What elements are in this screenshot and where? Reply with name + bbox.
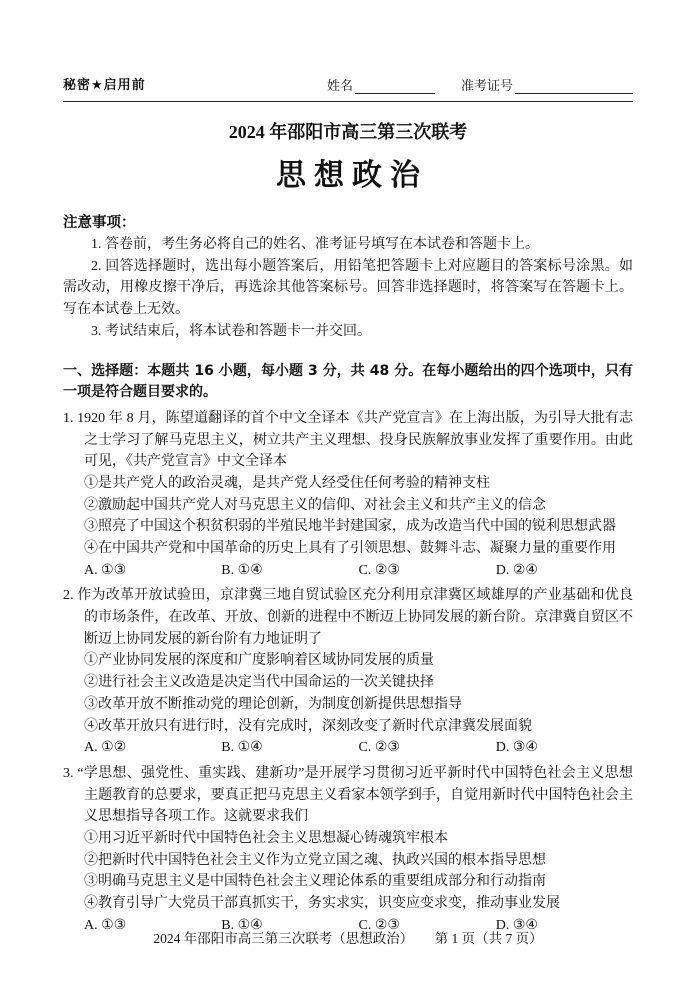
choice-b: B. ①④ [221, 917, 263, 933]
candidate-fill-group [327, 78, 633, 94]
statement-3: ③改革开放不断推动党的理论创新，为制度创新提供思想指导 [84, 696, 462, 712]
choices-row [63, 737, 633, 759]
statement-4: ④改革开放只有进行时，没有完成时，深刻改变了新时代京津冀发展面貌 [84, 718, 532, 734]
question-text: “学思想、强党性、重实践、建新功”是开展学习贯彻习近平新时代中国特色社会主义思想主题教育的总要求，要真正把马克思主义看家本领学到手，自觉用新时代中国特色社会主义思想指导各项工作。这就要求我们 [77, 765, 633, 825]
statement-3: ③明确马克思主义是中国特色社会主义理论体系的重要组成部分和行动指南 [84, 874, 546, 890]
question-number: 3. [63, 765, 74, 781]
choice-c: C. ②③ [358, 740, 400, 756]
note-item-2: 2. 回答选择题时，选出每小题答案后，用铅笔把答题卡上对应题目的答案标号涂黑。如需改动，用橡皮擦干净后，再选涂其他答案标号。回答非选择题时，将答案写在答题卡上。写在本试卷上无效。 [63, 258, 633, 318]
page-footer [0, 927, 696, 947]
note-item-1: 1. 答卷前，考生务必将自己的姓名、准考证号填写在本试卷和答题卡上。 [91, 237, 539, 253]
question-number: 1. [63, 410, 74, 426]
exam-subject: 思想政治 [276, 157, 428, 193]
statement-2: ②把新时代中国特色社会主义作为立党立国之魂、执政兴国的根本指导思想 [84, 852, 546, 868]
choice-c: C. ②③ [358, 562, 400, 578]
question-stem [63, 763, 633, 828]
exam-id-label: 准考证号 [460, 78, 513, 93]
choice-d: D. ③④ [495, 917, 538, 933]
security-notice: 秘密★启用前 [63, 78, 146, 93]
page-header [63, 78, 633, 94]
notes-heading: 注意事项： [63, 214, 136, 231]
statement-2: ②激励起中国共产党人对马克思主义的信仰、对社会主义和共产主义的信念 [84, 497, 546, 513]
header-divider [63, 101, 633, 102]
question-number: 2. [63, 588, 74, 604]
note-item-3: 3. 考试结束后，将本试卷和答题卡一并交回。 [91, 323, 371, 339]
statement-1: ①产业协同发展的深度和广度影响着区域协同发展的质量 [84, 653, 434, 669]
question-3 [63, 763, 633, 937]
exam-id-blank-line [515, 79, 633, 94]
section-heading: 一、选择题：本题共 16 小题，每小题 3 分，共 48 分。在每小题给出的四个选项中，只有一项是符合题目要求的。 [63, 362, 633, 401]
question-2 [63, 585, 633, 759]
name-label: 姓名 [326, 78, 353, 93]
question-1 [63, 408, 633, 582]
question-stem [63, 585, 633, 650]
question-text: 作为改革开放试验田，京津冀三地自贸试验区充分利用京津冀区域雄厚的产业基础和优良的市场条件，在改革、开放、创新的进程中不断迈上协同发展的新台阶。京津冀自贸区不断迈上协同发展的新台阶有力地证明了 [77, 588, 634, 647]
name-blank-line [355, 79, 435, 94]
choice-c: C. ②③ [358, 917, 400, 933]
footer-exam-name: 2024 年邵阳市高三第三次联考（思想政治） [153, 931, 414, 946]
statement-3: ③照亮了中国这个积贫积弱的半殖民地半封建国家，成为改造当代中国的锐利思想武器 [84, 519, 616, 535]
question-text: 1920 年 8 月，陈望道翻译的首个中文全译本《共产党宣言》在上海出版，为引导大批有志之士学习了解马克思主义，树立共产主义理想、投身民族解放事业发挥了重要作用。由此可见，《共产党宣言》中文全译本 [77, 410, 634, 470]
choice-a: A. ①③ [84, 562, 127, 578]
choice-d: D. ②④ [495, 562, 538, 578]
statement-2: ②进行社会主义改造是决定当代中国命运的一次关键抉择 [84, 675, 434, 691]
statement-4: ④在中国共产党和中国革命的历史上具有了引领思想、鼓舞斗志、凝聚力量的重要作用 [84, 541, 616, 556]
question-statements [63, 650, 633, 737]
choices-row [63, 560, 633, 582]
statement-1: ①是共产党人的政治灵魂，是共产党人经受住任何考验的精神支柱 [84, 475, 490, 491]
statement-4: ④教育引导广大党员干部真抓实干，务实求实，识变应变求变，推动事业发展 [84, 896, 560, 911]
exam-title: 2024 年邵阳市高三第三次联考 [228, 121, 468, 142]
question-statements [63, 473, 633, 560]
footer-page-info: 第 1 页（共 7 页） [434, 931, 543, 946]
question-stem [63, 408, 633, 473]
choice-b: B. ①④ [221, 562, 263, 578]
choice-d: D. ③④ [495, 740, 538, 756]
choice-a: A. ①③ [84, 917, 127, 933]
question-statements [63, 828, 633, 915]
statement-1: ①用习近平新时代中国特色社会主义思想凝心铸魂筑牢根本 [84, 830, 448, 846]
choice-a: A. ①② [84, 740, 127, 756]
choice-b: B. ①④ [221, 740, 263, 756]
